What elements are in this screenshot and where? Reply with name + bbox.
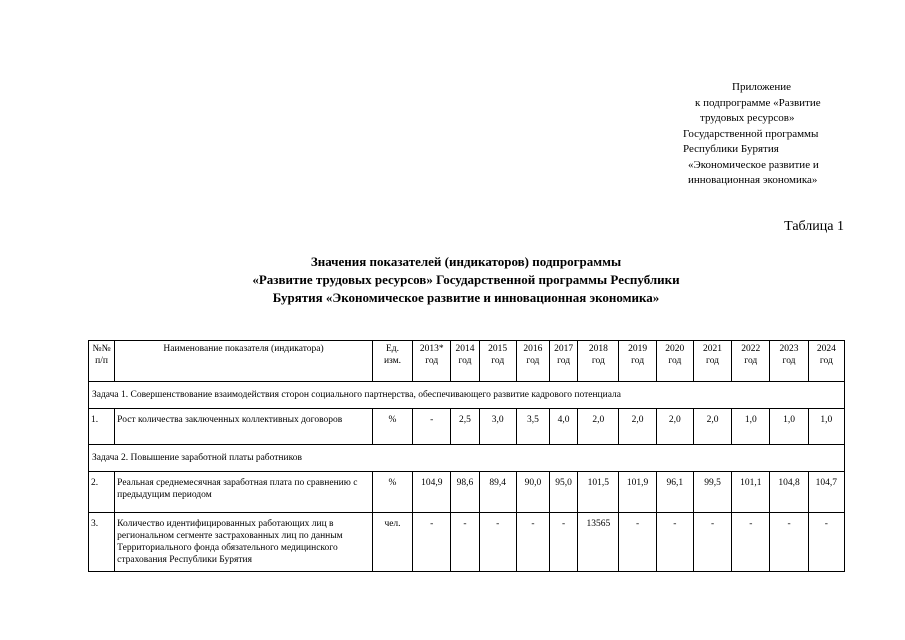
unit-cell: % xyxy=(372,409,412,445)
value-cell: 104,8 xyxy=(770,472,808,513)
unit-cell: чел. xyxy=(372,513,412,572)
header-year: 2022 xyxy=(741,344,761,354)
header-year: 2019 xyxy=(628,344,648,354)
value-cell: 2,5 xyxy=(451,409,479,445)
value-cell: - xyxy=(619,513,656,572)
col-header-year xyxy=(578,341,619,382)
value-cell: 1,0 xyxy=(732,409,770,445)
value-cell: 3,0 xyxy=(479,409,516,445)
value-cell: 104,7 xyxy=(808,472,844,513)
value-cell: - xyxy=(451,513,479,572)
value-cell: 2,0 xyxy=(578,409,619,445)
indicators-table xyxy=(88,340,845,572)
header-year: 2014 xyxy=(455,344,475,354)
value-cell: - xyxy=(693,513,731,572)
title-line: «Развитие трудовых ресурсов» Государственной программы Республики xyxy=(252,272,680,287)
header-year: 2017 xyxy=(554,344,574,354)
header-text: год xyxy=(631,356,645,366)
col-header-year xyxy=(808,341,844,382)
appendix-line: инновационная экономика» xyxy=(688,174,818,186)
value-cell: 101,9 xyxy=(619,472,656,513)
value-cell: - xyxy=(656,513,693,572)
col-header-year xyxy=(479,341,516,382)
col-header-year xyxy=(732,341,770,382)
row-num: 2. xyxy=(89,472,115,513)
appendix-line: Государственной программы xyxy=(683,127,819,140)
value-cell: 1,0 xyxy=(808,409,844,445)
header-text: год xyxy=(668,356,682,366)
appendix-line: «Экономическое развитие и xyxy=(688,158,819,171)
header-text: год xyxy=(706,356,720,366)
header-text: год xyxy=(591,356,605,366)
value-cell: 96,1 xyxy=(656,472,693,513)
table-label: Таблица 1 xyxy=(784,219,844,234)
col-header-name: Наименование показателя (индикатора) xyxy=(115,341,373,382)
header-text: год xyxy=(819,356,833,366)
value-cell: 101,5 xyxy=(578,472,619,513)
col-header-year xyxy=(619,341,656,382)
value-cell: 2,0 xyxy=(693,409,731,445)
appendix-line: к подпрограмме «Развитие xyxy=(695,96,821,109)
header-text: год xyxy=(744,356,758,366)
header-text: год xyxy=(782,356,796,366)
header-text: год xyxy=(425,356,439,366)
value-cell: - xyxy=(808,513,844,572)
value-cell: 95,0 xyxy=(550,472,578,513)
value-cell: 101,1 xyxy=(732,472,770,513)
value-cell: - xyxy=(732,513,770,572)
value-cell: 90,0 xyxy=(516,472,549,513)
table-row xyxy=(89,472,845,513)
header-text: год xyxy=(458,356,472,366)
header-text: изм. xyxy=(383,356,402,366)
header-year: 2013* xyxy=(419,344,444,354)
col-header-year xyxy=(413,341,451,382)
header-year: 2020 xyxy=(665,344,685,354)
value-cell: 13565 xyxy=(578,513,619,572)
header-text: №№ xyxy=(92,344,111,354)
table-row xyxy=(89,513,845,572)
value-cell: 2,0 xyxy=(619,409,656,445)
value-cell: 1,0 xyxy=(770,409,808,445)
header-year: 2023 xyxy=(779,344,799,354)
value-cell: 2,0 xyxy=(656,409,693,445)
title-line: Бурятия «Экономическое развитие и инновационная экономика» xyxy=(272,290,660,305)
value-cell: - xyxy=(550,513,578,572)
task-row xyxy=(89,445,845,472)
header-year: 2015 xyxy=(488,344,508,354)
header-text: год xyxy=(557,356,571,366)
value-cell: - xyxy=(770,513,808,572)
header-text: год xyxy=(526,356,540,366)
document-title xyxy=(130,253,802,307)
col-header-unit xyxy=(372,341,412,382)
col-header-year xyxy=(550,341,578,382)
task-2-heading: Задача 2. Повышение заработной платы работников xyxy=(89,445,845,472)
table-row xyxy=(89,409,845,445)
indicator-name: Рост количества заключенных коллективных договоров xyxy=(115,409,373,445)
appendix-line: Приложение xyxy=(732,81,792,93)
appendix-line: трудовых ресурсов» xyxy=(700,112,795,124)
col-header-num xyxy=(89,341,115,382)
header-text: год xyxy=(491,356,505,366)
row-num: 1. xyxy=(89,409,115,445)
unit-cell: % xyxy=(372,472,412,513)
value-cell: 99,5 xyxy=(693,472,731,513)
header-year: 2018 xyxy=(588,344,608,354)
col-header-year xyxy=(516,341,549,382)
col-header-year xyxy=(451,341,479,382)
appendix-line: Республики Бурятия xyxy=(683,143,779,155)
value-cell: 104,9 xyxy=(413,472,451,513)
header-text: п/п xyxy=(95,356,108,366)
appendix-note xyxy=(680,80,821,189)
value-cell: 98,6 xyxy=(451,472,479,513)
col-header-year xyxy=(770,341,808,382)
value-cell: - xyxy=(479,513,516,572)
value-cell: - xyxy=(413,409,451,445)
value-cell: 3,5 xyxy=(516,409,549,445)
indicator-name: Количество идентифицированных работающих лиц в региональном сегменте застрахованных лиц по данным Территориального фонда обязательного медицинского страхования Республики Бурятия xyxy=(115,513,373,572)
value-cell: - xyxy=(413,513,451,572)
value-cell: 89,4 xyxy=(479,472,516,513)
value-cell: - xyxy=(516,513,549,572)
header-text: Ед. xyxy=(386,344,400,354)
row-num: 3. xyxy=(89,513,115,572)
title-line: Значения показателей (индикаторов) подпрограммы xyxy=(310,254,622,269)
value-cell: 4,0 xyxy=(550,409,578,445)
header-year: 2016 xyxy=(523,344,543,354)
header-year: 2021 xyxy=(703,344,723,354)
col-header-year xyxy=(656,341,693,382)
task-row xyxy=(89,382,845,409)
indicator-name: Реальная среднемесячная заработная плата по сравнению с предыдущим периодом xyxy=(115,472,373,513)
header-row xyxy=(89,341,845,382)
col-header-year xyxy=(693,341,731,382)
task-1-heading: Задача 1. Совершенствование взаимодействия сторон социального партнерства, обеспечивающего развитие кадрового потенциала xyxy=(89,382,845,409)
header-year: 2024 xyxy=(816,344,836,354)
